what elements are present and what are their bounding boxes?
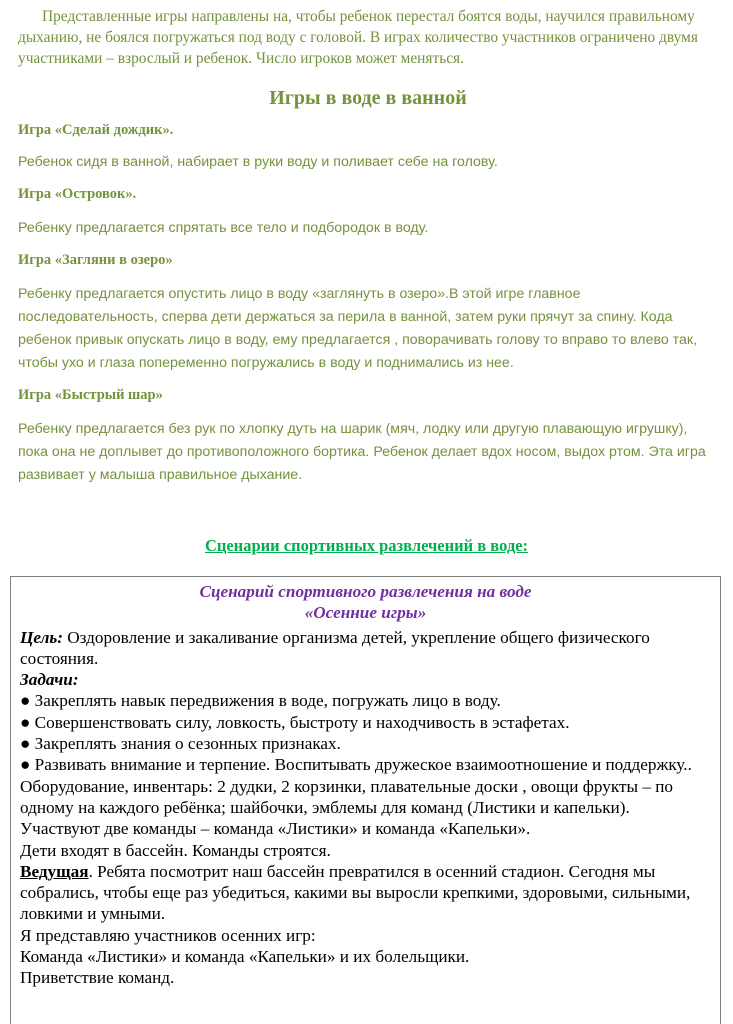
game-text: Ребенку предлагается спрятать все тело и подбородок в воду. [18, 220, 429, 236]
present-paragraph: Я представляю участников осенних игр: [20, 925, 316, 945]
game-text: Ребенок сидя в ванной, набирает в руки воду и поливает себе на голову. [18, 154, 498, 170]
section-heading: Игры в воде в ванной [269, 87, 467, 109]
task-item: ● Совершенствовать силу, ловкость, быстроту и находчивость в эстафетах. [20, 712, 570, 732]
host-paragraph [20, 861, 711, 925]
game-title: Игра «Быстрый шар» [18, 387, 163, 403]
intro-paragraph: Представленные игры направлены на, чтобы ребенок перестал боятся воды, научился правильному дыханию, не боялся погружаться под воду с головой. В играх количество участников ограничено двумя участниками – взрослый и ребенок. Число игроков может меняться. [18, 8, 698, 67]
game-title: Игра «Островок». [18, 186, 137, 202]
tasks-label: Задачи: [20, 670, 79, 690]
host-text: . Ребята посмотрит наш бассейн превратился в осенний стадион. Сегодня мы собрались, чтобы еще раз убедиться, какими вы выросли крепкими, здоровыми, сильными, ловкими и умными. [20, 861, 691, 924]
host-label: Ведущая [20, 861, 89, 881]
task-item: ● Развивать внимание и терпение. Воспитывать дружеское взаимоотношение и поддержку.. [20, 755, 692, 775]
enter-paragraph: Дети входят в бассейн. Команды строятся. [20, 840, 331, 860]
scenario-title: Сценарий спортивного развлечения на воде [199, 582, 532, 601]
teams-paragraph: Участвуют две команды – команда «Листики» и команда «Капельки». [20, 819, 531, 839]
task-item: ● Закреплять знания о сезонных признаках. [20, 734, 341, 754]
scenario-subtitle: «Осенние игры» [304, 603, 427, 623]
equipment-paragraph: Оборудование, инвентарь: 2 дудки, 2 корзинки, плавательные доски , овощи фрукты – по одному на каждого ребёнка; шайбочки, эмблемы для команд (Листики и капельки). [20, 776, 674, 817]
goal-label: Цель: [20, 627, 63, 647]
games-section [18, 6, 718, 487]
task-item: ● Закреплять навык передвижения в воде, погружать лицо в воду. [20, 691, 501, 711]
greeting-paragraph: Приветствие команд. [20, 968, 175, 988]
goal-paragraph [20, 627, 711, 670]
scenarios-heading: Сценарии спортивных развлечений в воде: [204, 536, 529, 555]
game-text: Ребенку предлагается опустить лицо в воду «заглянуть в озеро».В этой игре главное последовательность, сперва дети держаться за перила в ванной, затем руки прячут за спину. Кода ребенок привык опускать лицо в воду, ему предлагается , поворачивать голову то вправо то влево так, чтобы ухо и глаза попеременно погружались в воду и поднимались из нее. [18, 286, 698, 371]
scenario-box [10, 576, 721, 1024]
game-title: Игра «Сделай дождик». [18, 122, 174, 138]
teams-fans-paragraph: Команда «Листики» и команда «Капельки» и их болельщики. [20, 947, 470, 967]
game-text: Ребенку предлагается без рук по хлопку дуть на шарик (мяч, лодку или другую плавающую игрушку), пока она не доплывет до противоположного бортика. Ребенок делает вдох носом, выдох ртом. Эта игра развивает у малыша правильное дыхание. [18, 421, 706, 483]
goal-text: Оздоровление и закаливание организма детей, укрепление общего физического состояния. [20, 627, 650, 668]
game-title: Игра «Загляни в озеро» [18, 252, 173, 268]
